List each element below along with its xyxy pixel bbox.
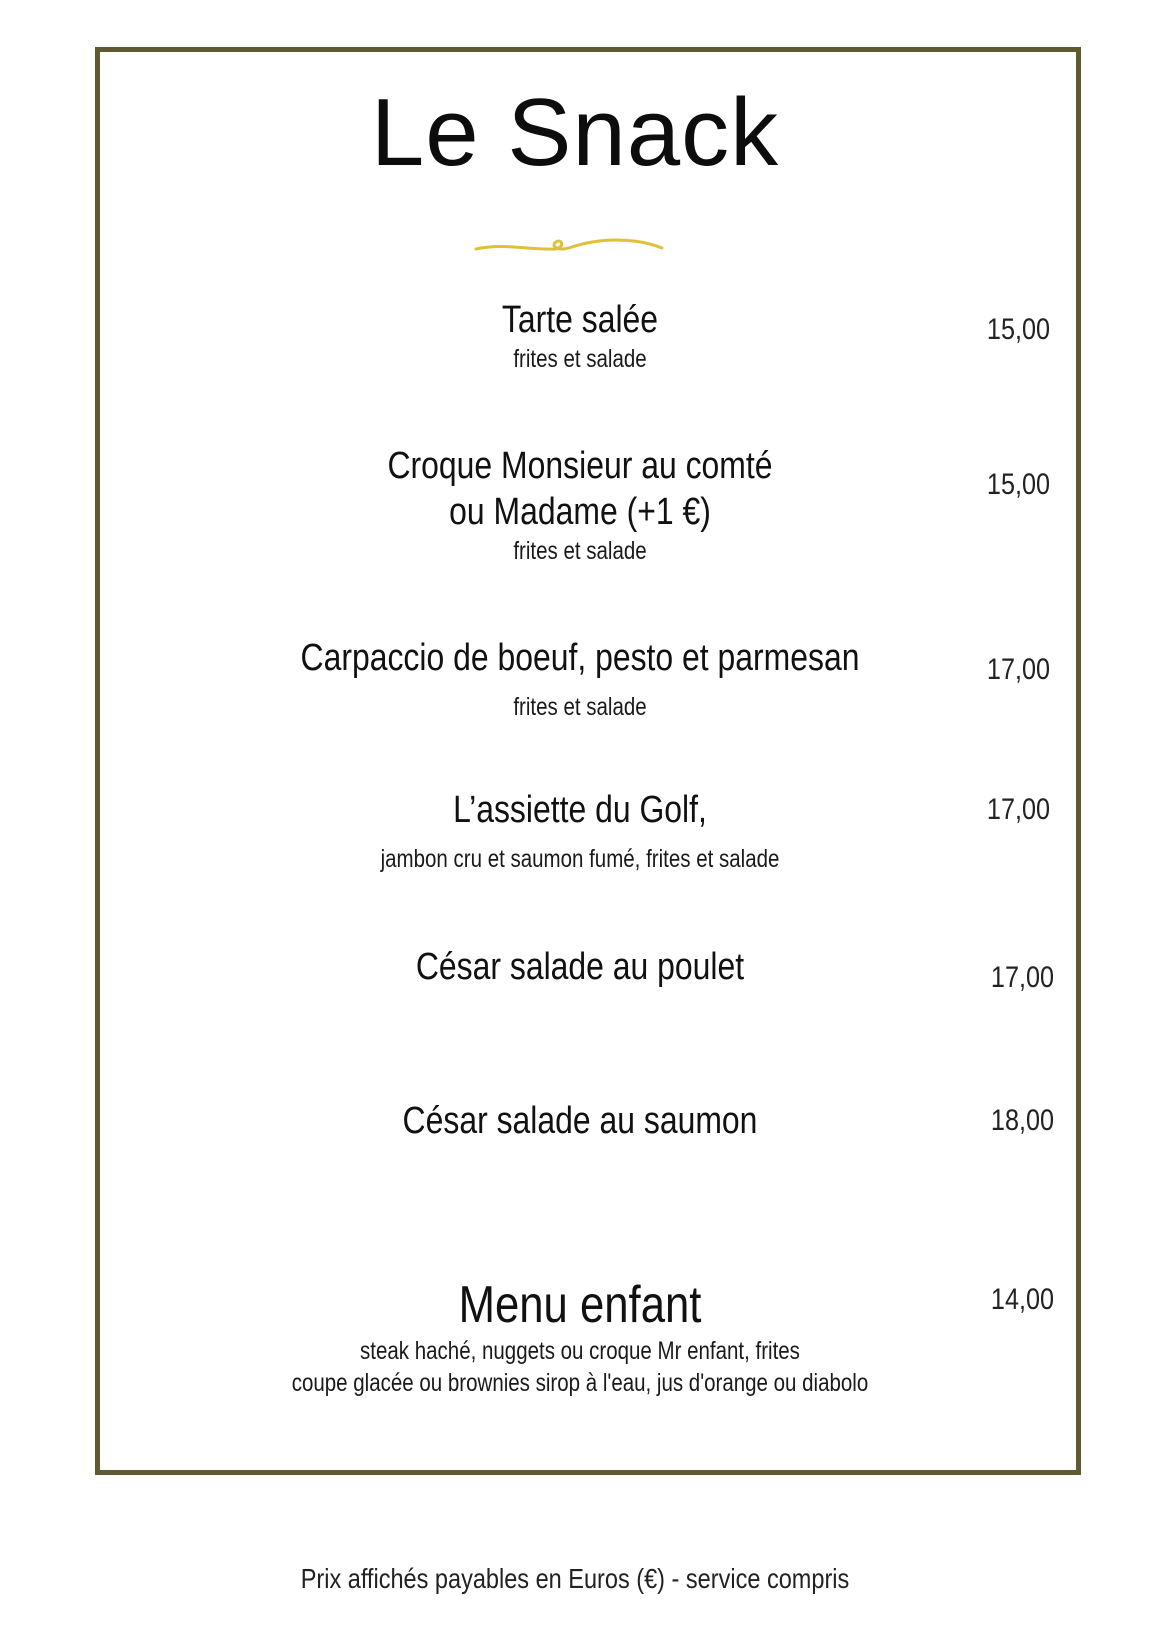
menu-item-menu-enfant [200,1275,960,1399]
item-price: 15,00 [986,468,1050,501]
menu-frame [95,47,1081,1475]
menu-item-cesar-poulet [200,944,960,990]
item-name: Tarte salée [501,299,659,341]
menu-title: Le Snack [370,79,780,186]
item-description: steak haché, nuggets ou croque Mr enfant, frites [360,1337,800,1365]
item-description: frites et salade [513,345,647,373]
item-name: Croque Monsieur au comté [387,445,773,487]
item-description: jambon cru et saumon fumé, frites et salade [380,845,780,873]
menu-item-cesar-saumon [200,1098,960,1144]
item-name: Menu enfant [458,1276,702,1334]
item-name: Carpaccio de boeuf, pesto et parmesan [300,637,860,679]
footer-note: Prix affichés payables en Euros (€) - service compris [300,1563,850,1594]
item-description-line-2: coupe glacée ou brownies sirop à l'eau, jus d'orange ou diabolo [291,1369,869,1397]
item-price: 14,00 [990,1283,1054,1316]
menu-item-carpaccio [200,635,960,723]
flourish-divider-icon [474,234,664,260]
item-price: 18,00 [990,1104,1054,1137]
menu-item-tarte-salee [200,297,960,375]
item-price: 17,00 [986,653,1050,686]
item-price: 15,00 [986,313,1050,346]
item-price: 17,00 [986,793,1050,826]
menu-item-croque [200,443,960,567]
item-description: frites et salade [513,693,647,721]
item-name: César salade au saumon [402,1100,758,1142]
menu-item-assiette-golf [200,787,960,875]
item-description: frites et salade [513,537,647,565]
item-price: 17,00 [990,961,1054,994]
item-name-line-2: ou Madame (+1 €) [449,491,711,533]
item-name: L’assiette du Golf, [453,789,707,831]
item-name: César salade au poulet [415,946,745,988]
